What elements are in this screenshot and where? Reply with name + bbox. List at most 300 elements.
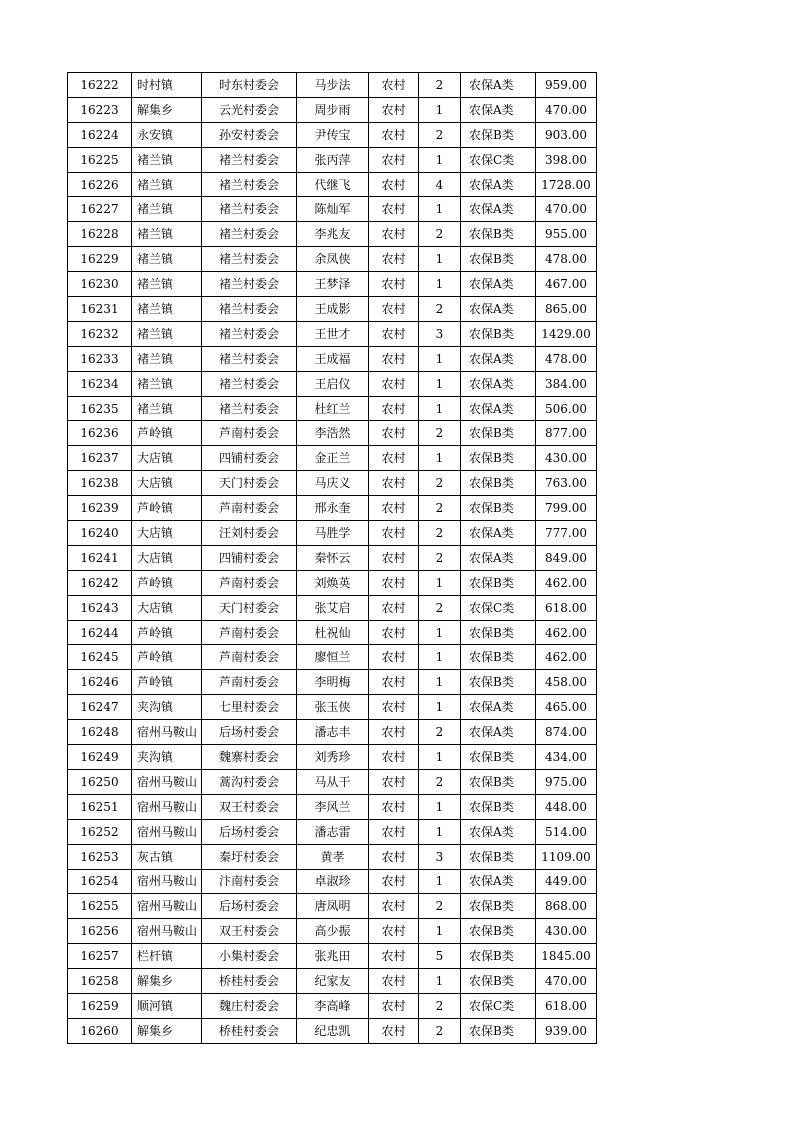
area-type-cell: 农村 bbox=[369, 720, 419, 745]
town-cell: 栏杆镇 bbox=[132, 944, 202, 969]
amount-cell: 1845.00 bbox=[536, 944, 597, 969]
household-size-cell: 2 bbox=[419, 769, 461, 794]
area-type-cell: 农村 bbox=[369, 794, 419, 819]
village-committee-cell: 时东村委会 bbox=[202, 73, 297, 98]
household-size-cell: 5 bbox=[419, 944, 461, 969]
name-cell: 尹传宝 bbox=[297, 122, 369, 147]
area-type-cell: 农村 bbox=[369, 969, 419, 994]
village-committee-cell: 双王村委会 bbox=[202, 919, 297, 944]
table-row bbox=[68, 73, 597, 98]
village-committee-cell: 后场村委会 bbox=[202, 819, 297, 844]
household-size-cell: 2 bbox=[419, 993, 461, 1018]
household-size-cell: 1 bbox=[419, 446, 461, 471]
area-type-cell: 农村 bbox=[369, 247, 419, 272]
table-row bbox=[68, 894, 597, 919]
village-committee-cell: 褚兰村委会 bbox=[202, 172, 297, 197]
amount-cell: 465.00 bbox=[536, 695, 597, 720]
record-id-cell: 16257 bbox=[68, 944, 132, 969]
table-row bbox=[68, 321, 597, 346]
area-type-cell: 农村 bbox=[369, 919, 419, 944]
table-row bbox=[68, 446, 597, 471]
record-id-cell: 16243 bbox=[68, 595, 132, 620]
household-size-cell: 1 bbox=[419, 147, 461, 172]
amount-cell: 799.00 bbox=[536, 496, 597, 521]
insurance-type-cell: 农保A类 bbox=[461, 869, 536, 894]
record-id-cell: 16232 bbox=[68, 321, 132, 346]
record-id-cell: 16247 bbox=[68, 695, 132, 720]
town-cell: 褚兰镇 bbox=[132, 197, 202, 222]
town-cell: 时村镇 bbox=[132, 73, 202, 98]
village-committee-cell: 芦南村委会 bbox=[202, 496, 297, 521]
table-row bbox=[68, 97, 597, 122]
insurance-type-cell: 农保B类 bbox=[461, 645, 536, 670]
record-id-cell: 16241 bbox=[68, 545, 132, 570]
name-cell: 陈灿军 bbox=[297, 197, 369, 222]
insurance-type-cell: 农保A类 bbox=[461, 545, 536, 570]
household-size-cell: 2 bbox=[419, 595, 461, 620]
record-id-cell: 16255 bbox=[68, 894, 132, 919]
amount-cell: 478.00 bbox=[536, 247, 597, 272]
area-type-cell: 农村 bbox=[369, 570, 419, 595]
table-row bbox=[68, 122, 597, 147]
village-committee-cell: 后场村委会 bbox=[202, 720, 297, 745]
household-size-cell: 2 bbox=[419, 1018, 461, 1043]
insurance-type-cell: 农保A类 bbox=[461, 172, 536, 197]
town-cell: 芦岭镇 bbox=[132, 421, 202, 446]
name-cell: 王世才 bbox=[297, 321, 369, 346]
record-id-cell: 16227 bbox=[68, 197, 132, 222]
town-cell: 芦岭镇 bbox=[132, 645, 202, 670]
table-row bbox=[68, 645, 597, 670]
area-type-cell: 农村 bbox=[369, 421, 419, 446]
amount-cell: 874.00 bbox=[536, 720, 597, 745]
amount-cell: 763.00 bbox=[536, 471, 597, 496]
table-row bbox=[68, 297, 597, 322]
village-committee-cell: 汪刘村委会 bbox=[202, 521, 297, 546]
village-committee-cell: 魏寨村委会 bbox=[202, 745, 297, 770]
household-size-cell: 2 bbox=[419, 297, 461, 322]
name-cell: 杜祝仙 bbox=[297, 620, 369, 645]
amount-cell: 430.00 bbox=[536, 446, 597, 471]
record-id-cell: 16253 bbox=[68, 844, 132, 869]
record-id-cell: 16230 bbox=[68, 272, 132, 297]
name-cell: 潘志雷 bbox=[297, 819, 369, 844]
insurance-type-cell: 农保B类 bbox=[461, 969, 536, 994]
village-committee-cell: 褚兰村委会 bbox=[202, 396, 297, 421]
town-cell: 宿州马鞍山 bbox=[132, 794, 202, 819]
household-size-cell: 4 bbox=[419, 172, 461, 197]
insurance-type-cell: 农保B类 bbox=[461, 471, 536, 496]
name-cell: 张玉侠 bbox=[297, 695, 369, 720]
town-cell: 解集乡 bbox=[132, 969, 202, 994]
record-id-cell: 16223 bbox=[68, 97, 132, 122]
household-size-cell: 1 bbox=[419, 670, 461, 695]
area-type-cell: 农村 bbox=[369, 321, 419, 346]
village-committee-cell: 小集村委会 bbox=[202, 944, 297, 969]
area-type-cell: 农村 bbox=[369, 371, 419, 396]
household-size-cell: 1 bbox=[419, 396, 461, 421]
amount-cell: 448.00 bbox=[536, 794, 597, 819]
amount-cell: 975.00 bbox=[536, 769, 597, 794]
household-size-cell: 1 bbox=[419, 346, 461, 371]
household-size-cell: 1 bbox=[419, 620, 461, 645]
village-committee-cell: 芦南村委会 bbox=[202, 570, 297, 595]
record-id-cell: 16224 bbox=[68, 122, 132, 147]
amount-cell: 470.00 bbox=[536, 969, 597, 994]
name-cell: 秦怀云 bbox=[297, 545, 369, 570]
amount-cell: 618.00 bbox=[536, 595, 597, 620]
table-row bbox=[68, 745, 597, 770]
name-cell: 张丙萍 bbox=[297, 147, 369, 172]
insurance-type-cell: 农保B类 bbox=[461, 769, 536, 794]
household-size-cell: 1 bbox=[419, 97, 461, 122]
record-id-cell: 16240 bbox=[68, 521, 132, 546]
records-table-body bbox=[68, 73, 597, 1044]
insurance-type-cell: 农保B类 bbox=[461, 844, 536, 869]
area-type-cell: 农村 bbox=[369, 521, 419, 546]
town-cell: 芦岭镇 bbox=[132, 570, 202, 595]
records-table bbox=[67, 72, 597, 1044]
household-size-cell: 1 bbox=[419, 794, 461, 819]
table-row bbox=[68, 670, 597, 695]
table-row bbox=[68, 496, 597, 521]
record-id-cell: 16234 bbox=[68, 371, 132, 396]
insurance-type-cell: 农保A类 bbox=[461, 819, 536, 844]
table-row bbox=[68, 346, 597, 371]
record-id-cell: 16258 bbox=[68, 969, 132, 994]
area-type-cell: 农村 bbox=[369, 197, 419, 222]
table-row bbox=[68, 1018, 597, 1043]
record-id-cell: 16236 bbox=[68, 421, 132, 446]
name-cell: 刘秀珍 bbox=[297, 745, 369, 770]
table-row bbox=[68, 919, 597, 944]
insurance-type-cell: 农保B类 bbox=[461, 222, 536, 247]
area-type-cell: 农村 bbox=[369, 1018, 419, 1043]
town-cell: 褚兰镇 bbox=[132, 222, 202, 247]
insurance-type-cell: 农保B类 bbox=[461, 247, 536, 272]
town-cell: 芦岭镇 bbox=[132, 496, 202, 521]
household-size-cell: 1 bbox=[419, 869, 461, 894]
record-id-cell: 16260 bbox=[68, 1018, 132, 1043]
name-cell: 周步雨 bbox=[297, 97, 369, 122]
village-committee-cell: 芦南村委会 bbox=[202, 620, 297, 645]
town-cell: 大店镇 bbox=[132, 446, 202, 471]
amount-cell: 398.00 bbox=[536, 147, 597, 172]
household-size-cell: 3 bbox=[419, 844, 461, 869]
amount-cell: 470.00 bbox=[536, 97, 597, 122]
household-size-cell: 1 bbox=[419, 695, 461, 720]
insurance-type-cell: 农保A类 bbox=[461, 346, 536, 371]
town-cell: 大店镇 bbox=[132, 471, 202, 496]
town-cell: 大店镇 bbox=[132, 595, 202, 620]
insurance-type-cell: 农保C类 bbox=[461, 595, 536, 620]
amount-cell: 959.00 bbox=[536, 73, 597, 98]
name-cell: 李浩然 bbox=[297, 421, 369, 446]
village-committee-cell: 褚兰村委会 bbox=[202, 297, 297, 322]
area-type-cell: 农村 bbox=[369, 769, 419, 794]
record-id-cell: 16235 bbox=[68, 396, 132, 421]
table-row bbox=[68, 147, 597, 172]
area-type-cell: 农村 bbox=[369, 545, 419, 570]
area-type-cell: 农村 bbox=[369, 620, 419, 645]
area-type-cell: 农村 bbox=[369, 944, 419, 969]
area-type-cell: 农村 bbox=[369, 147, 419, 172]
town-cell: 宿州马鞍山 bbox=[132, 894, 202, 919]
village-committee-cell: 天门村委会 bbox=[202, 471, 297, 496]
name-cell: 张兆田 bbox=[297, 944, 369, 969]
household-size-cell: 1 bbox=[419, 197, 461, 222]
record-id-cell: 16228 bbox=[68, 222, 132, 247]
area-type-cell: 农村 bbox=[369, 122, 419, 147]
name-cell: 纪忠凯 bbox=[297, 1018, 369, 1043]
amount-cell: 903.00 bbox=[536, 122, 597, 147]
insurance-type-cell: 农保B类 bbox=[461, 321, 536, 346]
amount-cell: 434.00 bbox=[536, 745, 597, 770]
village-committee-cell: 褚兰村委会 bbox=[202, 272, 297, 297]
town-cell: 褚兰镇 bbox=[132, 321, 202, 346]
village-committee-cell: 云光村委会 bbox=[202, 97, 297, 122]
amount-cell: 865.00 bbox=[536, 297, 597, 322]
household-size-cell: 1 bbox=[419, 919, 461, 944]
household-size-cell: 1 bbox=[419, 969, 461, 994]
household-size-cell: 2 bbox=[419, 894, 461, 919]
area-type-cell: 农村 bbox=[369, 844, 419, 869]
record-id-cell: 16256 bbox=[68, 919, 132, 944]
town-cell: 顺河镇 bbox=[132, 993, 202, 1018]
village-committee-cell: 天门村委会 bbox=[202, 595, 297, 620]
village-committee-cell: 褚兰村委会 bbox=[202, 147, 297, 172]
area-type-cell: 农村 bbox=[369, 446, 419, 471]
village-committee-cell: 褚兰村委会 bbox=[202, 346, 297, 371]
record-id-cell: 16246 bbox=[68, 670, 132, 695]
name-cell: 廖恒兰 bbox=[297, 645, 369, 670]
amount-cell: 877.00 bbox=[536, 421, 597, 446]
insurance-type-cell: 农保B类 bbox=[461, 1018, 536, 1043]
name-cell: 马从干 bbox=[297, 769, 369, 794]
area-type-cell: 农村 bbox=[369, 894, 419, 919]
record-id-cell: 16239 bbox=[68, 496, 132, 521]
household-size-cell: 1 bbox=[419, 371, 461, 396]
area-type-cell: 农村 bbox=[369, 396, 419, 421]
village-committee-cell: 褚兰村委会 bbox=[202, 222, 297, 247]
area-type-cell: 农村 bbox=[369, 745, 419, 770]
household-size-cell: 1 bbox=[419, 819, 461, 844]
table-row bbox=[68, 371, 597, 396]
village-committee-cell: 双王村委会 bbox=[202, 794, 297, 819]
record-id-cell: 16233 bbox=[68, 346, 132, 371]
name-cell: 刘焕英 bbox=[297, 570, 369, 595]
insurance-type-cell: 农保B类 bbox=[461, 496, 536, 521]
insurance-type-cell: 农保A类 bbox=[461, 521, 536, 546]
amount-cell: 384.00 bbox=[536, 371, 597, 396]
amount-cell: 462.00 bbox=[536, 645, 597, 670]
area-type-cell: 农村 bbox=[369, 645, 419, 670]
village-committee-cell: 桥桂村委会 bbox=[202, 969, 297, 994]
name-cell: 张艾启 bbox=[297, 595, 369, 620]
area-type-cell: 农村 bbox=[369, 595, 419, 620]
name-cell: 邢永奎 bbox=[297, 496, 369, 521]
name-cell: 卓淑珍 bbox=[297, 869, 369, 894]
town-cell: 灰古镇 bbox=[132, 844, 202, 869]
amount-cell: 467.00 bbox=[536, 272, 597, 297]
village-committee-cell: 褚兰村委会 bbox=[202, 371, 297, 396]
insurance-type-cell: 农保A类 bbox=[461, 396, 536, 421]
amount-cell: 506.00 bbox=[536, 396, 597, 421]
insurance-type-cell: 农保B类 bbox=[461, 446, 536, 471]
record-id-cell: 16245 bbox=[68, 645, 132, 670]
table-row bbox=[68, 595, 597, 620]
record-id-cell: 16254 bbox=[68, 869, 132, 894]
area-type-cell: 农村 bbox=[369, 993, 419, 1018]
amount-cell: 1109.00 bbox=[536, 844, 597, 869]
name-cell: 李明梅 bbox=[297, 670, 369, 695]
town-cell: 解集乡 bbox=[132, 97, 202, 122]
name-cell: 王成影 bbox=[297, 297, 369, 322]
record-id-cell: 16251 bbox=[68, 794, 132, 819]
name-cell: 高少振 bbox=[297, 919, 369, 944]
table-row bbox=[68, 819, 597, 844]
area-type-cell: 农村 bbox=[369, 172, 419, 197]
record-id-cell: 16225 bbox=[68, 147, 132, 172]
table-row bbox=[68, 620, 597, 645]
household-size-cell: 2 bbox=[419, 720, 461, 745]
name-cell: 王启仪 bbox=[297, 371, 369, 396]
insurance-type-cell: 农保A类 bbox=[461, 695, 536, 720]
area-type-cell: 农村 bbox=[369, 471, 419, 496]
name-cell: 马胜学 bbox=[297, 521, 369, 546]
table-row bbox=[68, 944, 597, 969]
record-id-cell: 16229 bbox=[68, 247, 132, 272]
record-id-cell: 16244 bbox=[68, 620, 132, 645]
insurance-type-cell: 农保B类 bbox=[461, 745, 536, 770]
village-committee-cell: 芦南村委会 bbox=[202, 421, 297, 446]
insurance-type-cell: 农保A类 bbox=[461, 97, 536, 122]
table-row bbox=[68, 969, 597, 994]
village-committee-cell: 后场村委会 bbox=[202, 894, 297, 919]
table-row bbox=[68, 695, 597, 720]
area-type-cell: 农村 bbox=[369, 695, 419, 720]
table-row bbox=[68, 471, 597, 496]
village-committee-cell: 芦南村委会 bbox=[202, 645, 297, 670]
insurance-type-cell: 农保B类 bbox=[461, 944, 536, 969]
amount-cell: 514.00 bbox=[536, 819, 597, 844]
village-committee-cell: 芦南村委会 bbox=[202, 670, 297, 695]
record-id-cell: 16249 bbox=[68, 745, 132, 770]
town-cell: 大店镇 bbox=[132, 521, 202, 546]
record-id-cell: 16226 bbox=[68, 172, 132, 197]
amount-cell: 777.00 bbox=[536, 521, 597, 546]
town-cell: 解集乡 bbox=[132, 1018, 202, 1043]
village-committee-cell: 褚兰村委会 bbox=[202, 247, 297, 272]
table-row bbox=[68, 869, 597, 894]
table-row bbox=[68, 396, 597, 421]
table-row bbox=[68, 247, 597, 272]
record-id-cell: 16237 bbox=[68, 446, 132, 471]
village-committee-cell: 蒿沟村委会 bbox=[202, 769, 297, 794]
amount-cell: 1728.00 bbox=[536, 172, 597, 197]
amount-cell: 449.00 bbox=[536, 869, 597, 894]
household-size-cell: 1 bbox=[419, 570, 461, 595]
table-row bbox=[68, 172, 597, 197]
name-cell: 李兆友 bbox=[297, 222, 369, 247]
record-id-cell: 16242 bbox=[68, 570, 132, 595]
household-size-cell: 3 bbox=[419, 321, 461, 346]
village-committee-cell: 四铺村委会 bbox=[202, 545, 297, 570]
amount-cell: 1429.00 bbox=[536, 321, 597, 346]
name-cell: 余凤侠 bbox=[297, 247, 369, 272]
insurance-type-cell: 农保B类 bbox=[461, 122, 536, 147]
insurance-type-cell: 农保A类 bbox=[461, 297, 536, 322]
town-cell: 宿州马鞍山 bbox=[132, 819, 202, 844]
area-type-cell: 农村 bbox=[369, 496, 419, 521]
table-row bbox=[68, 545, 597, 570]
area-type-cell: 农村 bbox=[369, 819, 419, 844]
amount-cell: 868.00 bbox=[536, 894, 597, 919]
household-size-cell: 2 bbox=[419, 521, 461, 546]
table-row bbox=[68, 421, 597, 446]
amount-cell: 939.00 bbox=[536, 1018, 597, 1043]
village-committee-cell: 褚兰村委会 bbox=[202, 197, 297, 222]
village-committee-cell: 孙安村委会 bbox=[202, 122, 297, 147]
village-committee-cell: 桥桂村委会 bbox=[202, 1018, 297, 1043]
town-cell: 褚兰镇 bbox=[132, 396, 202, 421]
village-committee-cell: 汴南村委会 bbox=[202, 869, 297, 894]
amount-cell: 618.00 bbox=[536, 993, 597, 1018]
village-committee-cell: 秦圩村委会 bbox=[202, 844, 297, 869]
town-cell: 褚兰镇 bbox=[132, 272, 202, 297]
insurance-type-cell: 农保B类 bbox=[461, 570, 536, 595]
village-committee-cell: 魏庄村委会 bbox=[202, 993, 297, 1018]
name-cell: 代继飞 bbox=[297, 172, 369, 197]
town-cell: 宿州马鞍山 bbox=[132, 769, 202, 794]
insurance-type-cell: 农保A类 bbox=[461, 720, 536, 745]
amount-cell: 462.00 bbox=[536, 620, 597, 645]
town-cell: 褚兰镇 bbox=[132, 346, 202, 371]
amount-cell: 478.00 bbox=[536, 346, 597, 371]
insurance-type-cell: 农保C类 bbox=[461, 993, 536, 1018]
table-row bbox=[68, 794, 597, 819]
insurance-type-cell: 农保B类 bbox=[461, 670, 536, 695]
name-cell: 马庆义 bbox=[297, 471, 369, 496]
village-committee-cell: 褚兰村委会 bbox=[202, 321, 297, 346]
name-cell: 黄孝 bbox=[297, 844, 369, 869]
table-row bbox=[68, 844, 597, 869]
record-id-cell: 16252 bbox=[68, 819, 132, 844]
town-cell: 宿州马鞍山 bbox=[132, 919, 202, 944]
household-size-cell: 2 bbox=[419, 73, 461, 98]
name-cell: 李风兰 bbox=[297, 794, 369, 819]
record-id-cell: 16248 bbox=[68, 720, 132, 745]
household-size-cell: 1 bbox=[419, 247, 461, 272]
area-type-cell: 农村 bbox=[369, 97, 419, 122]
table-row bbox=[68, 769, 597, 794]
table-row bbox=[68, 222, 597, 247]
household-size-cell: 2 bbox=[419, 421, 461, 446]
table-row bbox=[68, 521, 597, 546]
area-type-cell: 农村 bbox=[369, 346, 419, 371]
insurance-type-cell: 农保B类 bbox=[461, 919, 536, 944]
village-committee-cell: 四铺村委会 bbox=[202, 446, 297, 471]
household-size-cell: 2 bbox=[419, 545, 461, 570]
table-row bbox=[68, 272, 597, 297]
town-cell: 褚兰镇 bbox=[132, 371, 202, 396]
area-type-cell: 农村 bbox=[369, 670, 419, 695]
household-size-cell: 2 bbox=[419, 122, 461, 147]
table-row bbox=[68, 197, 597, 222]
town-cell: 芦岭镇 bbox=[132, 620, 202, 645]
town-cell: 褚兰镇 bbox=[132, 172, 202, 197]
insurance-type-cell: 农保B类 bbox=[461, 794, 536, 819]
